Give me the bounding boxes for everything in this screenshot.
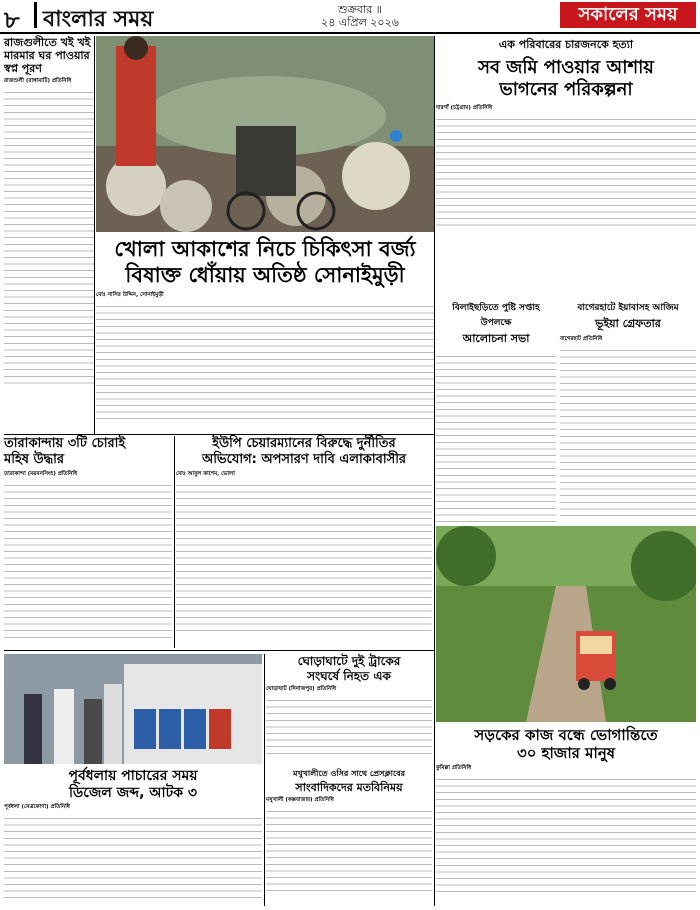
story-headline: সড়কের কাজ বন্ধে ভোগান্তিতে (474, 726, 658, 744)
story-headline-line2: বিষাক্ত ধোঁয়ায় অতিষ্ঠ সোনাইমুড়ী (125, 263, 405, 287)
story-byline: কুমিল্লা প্রতিনিধি (436, 765, 472, 771)
story-kicker: বিলাইছড়িতে পুষ্টি সপ্তাহ উপলক্ষে (452, 303, 540, 328)
story-body (4, 814, 262, 900)
column-rule (94, 36, 95, 434)
story-byline: মোঃ নাসির উদ্দিন, সোনাইমুড়ী (96, 292, 164, 298)
story-byline: তারাকান্দা (ময়মনসিংহ) প্রতিনিধি (4, 471, 78, 477)
story-byline: মখুখালী (কক্সবাজার) প্রতিনিধি (266, 797, 334, 803)
story-body (560, 346, 696, 516)
story-headline: সাংবাদিকদের মতবিনিময় (295, 781, 403, 794)
story-murder (436, 36, 696, 232)
photo-road (436, 526, 696, 722)
story-kicker: বাগেরহাটে ইয়াবাসহ আজিম (577, 303, 679, 313)
story-sonaimuri (96, 236, 434, 436)
story-body (176, 481, 432, 631)
story-purbadhala (4, 768, 262, 906)
story-headline: ঘোড়াঘাটে দুই ট্রাকের (297, 654, 401, 668)
story-press-club (266, 768, 432, 906)
story-headline-line2: ৩০ হাজার মানুষ (516, 744, 616, 762)
story-ghoraghat (266, 654, 432, 764)
story-headline: ইউপি চেয়ারম্যানের বিরুদ্ধে দুর্নীতির (212, 436, 396, 451)
issue-date: ২৪ এপ্রিল ২০২৬ (321, 16, 399, 29)
story-body (4, 481, 172, 641)
story-headline: ভূইয়া গ্রেফতার (595, 317, 661, 330)
story-byline: পূর্বধলা (নেত্রকোণা) প্রতিনিধি (4, 804, 70, 810)
story-headline-line2: ডিজেল জব্দ, আটক ৩ (68, 785, 198, 801)
story-kicker: এক পরিবারের চারজনকে হত্যা (498, 38, 634, 51)
story-kicker: মখুখালীতে ওসির সাথে প্রেসক্লাবের (292, 769, 406, 778)
story-headline-line2: মহিষ উদ্ধার (4, 452, 65, 467)
story-headline: সব জমি পাওয়ার আশায় (478, 57, 654, 78)
story-tarakanda (4, 436, 172, 646)
story-headline: রাজগুলীতে খই খই মারমার ঘর পাওয়ার স্বপ্ন পূরণ (4, 36, 91, 75)
section-name: বাংলার সময় (34, 2, 153, 28)
issue-day: শুক্রবার ॥ (338, 3, 382, 16)
story-headline: তারাকান্দায় ৩টি চোরাই (4, 436, 126, 451)
story-headline-line2: ভাগনের পরিকল্পনা (499, 79, 633, 100)
road-scene-illustration (436, 526, 696, 722)
page-number: ৮ (4, 6, 20, 34)
story-byline: বাগেরহাট প্রতিনিধি (560, 336, 603, 342)
story-byline: রাজশুলী (রাঙ্গামাটি) প্রতিনিধি (4, 78, 72, 84)
story-rajasthali (4, 36, 94, 434)
diesel-scene-illustration (4, 654, 262, 764)
column-rule (434, 36, 435, 906)
story-body (4, 88, 94, 388)
photo-diesel-seizure (4, 654, 262, 764)
row-rule (4, 434, 434, 435)
story-byline: ঘোড়াঘাট (দিনাজপুর) প্রতিনিধি (266, 686, 336, 692)
story-up-chairman (176, 436, 432, 648)
story-byline: দারগাঁ (চট্টগ্রাম) প্রতিনিধি (436, 105, 493, 111)
story-headline: আলোচনা সভা (462, 332, 530, 345)
story-headline: খোলা আকাশের নিচে চিকিৎসা বর্জ্য (114, 237, 416, 261)
story-byline: মোঃ আবুল কাশেম, ভোলা (176, 471, 235, 477)
story-body (266, 807, 432, 897)
story-body (266, 696, 432, 754)
column-rule (174, 436, 175, 648)
story-headline-line2: অভিযোগ: অপসারণ দাবি এলাকাবাসীর (201, 452, 407, 467)
newspaper-logo: সকালের সময় (560, 2, 696, 28)
photo-medical-waste (96, 36, 434, 232)
story-headline: পূর্বধলায় পাচারের সময় (68, 768, 198, 784)
date-block (290, 3, 430, 29)
story-body (96, 302, 434, 420)
story-body (436, 352, 556, 532)
story-body (436, 775, 696, 895)
row-rule (4, 650, 434, 651)
story-body (436, 115, 696, 227)
waste-scene-illustration (96, 36, 434, 232)
story-headline-line2: সংঘর্ষে নিহত এক (307, 669, 391, 683)
column-rule (264, 654, 265, 906)
story-nutrition-week (436, 300, 556, 520)
story-bagerhat (560, 300, 696, 520)
story-road-work (436, 726, 696, 906)
